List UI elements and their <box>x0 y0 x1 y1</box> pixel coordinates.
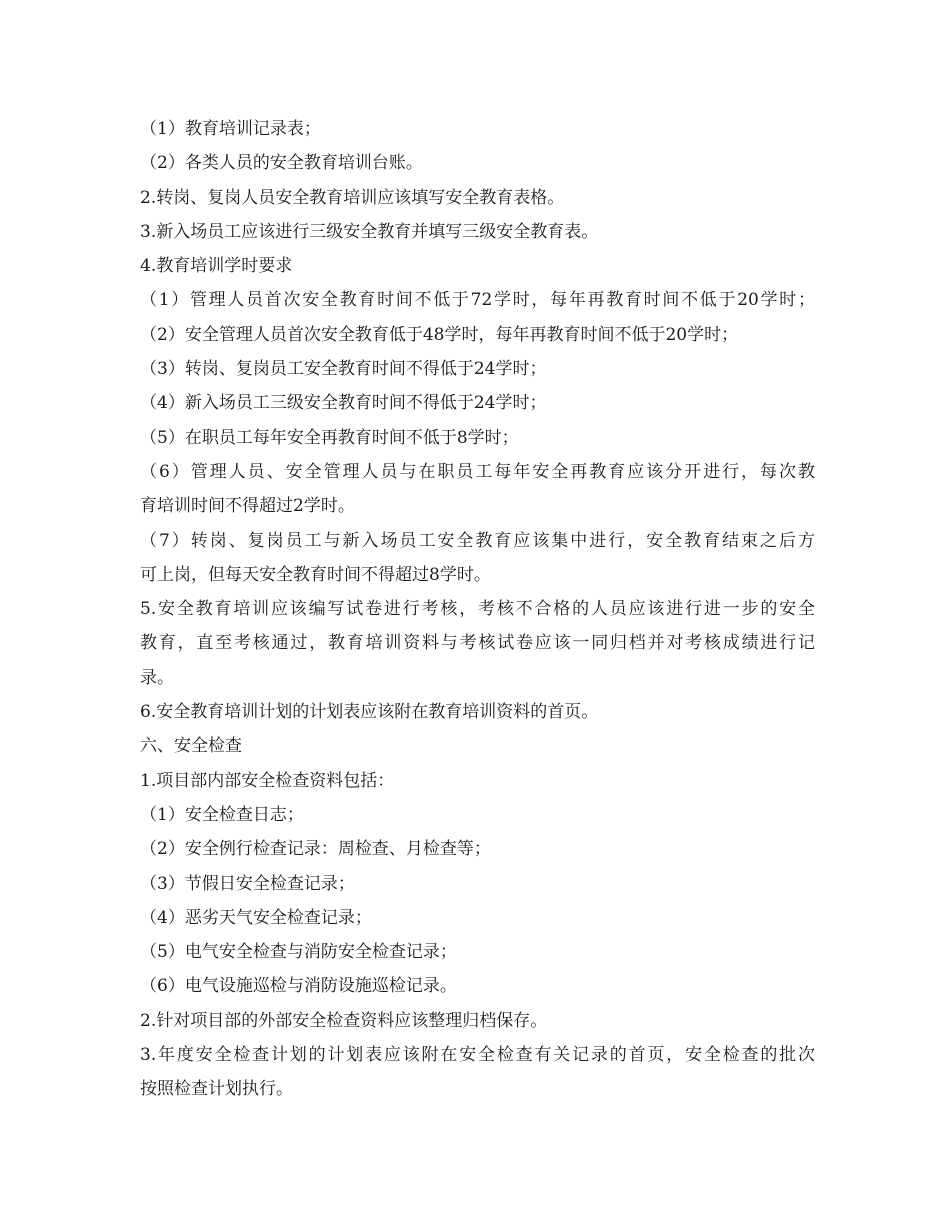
text-line: （2）安全管理人员首次安全教育低于48学时，每年再教育时间不低于20学时； <box>140 324 739 345</box>
text-line: （1）安全检查日志； <box>140 804 304 825</box>
text-line: （3）转岗、复岗员工安全教育时间不得低于24学时； <box>140 359 547 380</box>
text-line: 可上岗，但每天安全教育时间不得超过8学时。 <box>140 564 491 585</box>
text-line: （5）在职员工每年安全再教育时间不低于8学时； <box>140 427 519 448</box>
text-line: （2）各类人员的安全教育培训台账。 <box>140 153 423 174</box>
text-line: 六、安全检查 <box>140 736 242 757</box>
text-line: （6）管理人员、安全管理人员与在职员工每年安全再教育应该分开进行，每次教 <box>140 461 815 482</box>
text-line: 4.教育培训学时要求 <box>140 256 293 277</box>
text-line: 2.针对项目部的外部安全检查资料应该整理归档保存。 <box>140 1010 548 1031</box>
text-line: （7）转岗、复岗员工与新入场员工安全教育应该集中进行，安全教育结束之后方 <box>140 530 815 551</box>
text-line: （4）恶劣天气安全检查记录； <box>140 907 372 928</box>
text-line: 3.新入场员工应该进行三级安全教育并填写三级安全教育表。 <box>140 221 599 242</box>
text-line: 育培训时间不得超过2学时。 <box>140 496 355 517</box>
text-line: 2.转岗、复岗人员安全教育培训应该填写安全教育表格。 <box>140 187 565 208</box>
text-line: （2）安全例行检查记录：周检查、月检查等； <box>140 839 491 860</box>
text-line: （3）节假日安全检查记录； <box>140 873 355 894</box>
text-line: 5.安全教育培训应该编写试卷进行考核，考核不合格的人员应该进行进一步的安全 <box>140 599 815 620</box>
text-line: 教育，直至考核通过，教育培训资料与考核试卷应该一同归档并对考核成绩进行记 <box>140 633 815 654</box>
text-line: （4）新入场员工三级安全教育时间不得低于24学时； <box>140 393 547 414</box>
text-line: 3.年度安全检查计划的计划表应该附在安全检查有关记录的首页，安全检查的批次 <box>140 1045 815 1066</box>
text-line: 1.项目部内部安全检查资料包括： <box>140 770 395 791</box>
document-body <box>140 112 815 1107</box>
text-line: 录。 <box>140 667 174 688</box>
text-line: （5）电气安全检查与消防安全检查记录； <box>140 942 457 963</box>
text-line: 按照检查计划执行。 <box>140 1079 293 1100</box>
text-line: （1）管理人员首次安全教育时间不低于72学时，每年再教育时间不低于20学时； <box>140 290 815 311</box>
text-line: （1）教育培训记录表； <box>140 119 321 139</box>
text-line: （6）电气设施巡检与消防设施巡检记录。 <box>140 976 457 997</box>
text-line: 6.安全教育培训计划的计划表应该附在教育培训资料的首页。 <box>140 702 599 723</box>
